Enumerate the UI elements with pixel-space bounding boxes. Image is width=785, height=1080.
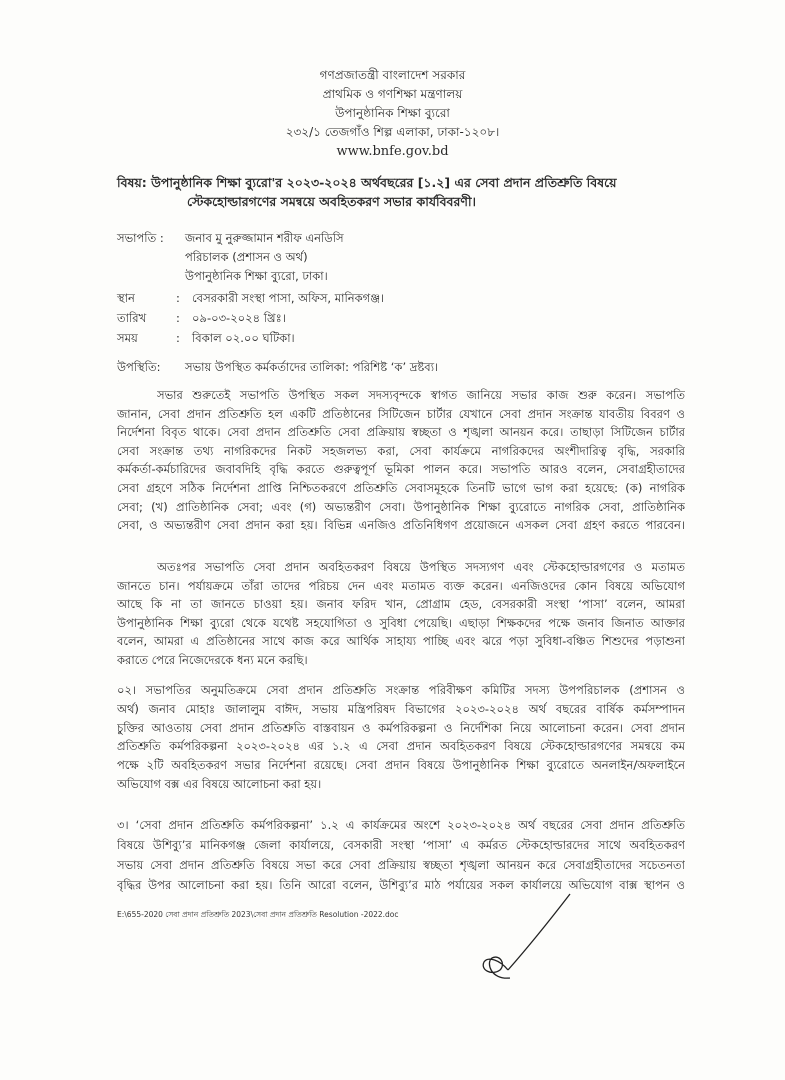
subject-line-2: স্টেকহোল্ডারগণের সমন্বয়ে অবহিতকরণ সভার কার্যবিবরণী।	[187, 194, 476, 209]
place-colon: :	[176, 291, 180, 305]
paragraph-1-line: সেবা, ও অভ্যন্তরীণ সেবা প্রদান করা হয়। বিভিন্ন এনজিও প্রতিনিধিগণ প্রয়োজনে এসকল সেবা গ্রহণ করতে পারবেন।	[117, 518, 685, 533]
time-label: সময়	[117, 331, 138, 345]
chair-name: জনাব মু নুরুজ্জামান শরীফ এনডিসি	[185, 231, 344, 245]
paragraph-3-line: প্রতিশ্রুতি কর্মপরিকল্পনা ২০২৩-২০২৪ এর ১.২ এ সেবা প্রদান অবহিতকরণ বিষয়ে স্টেকহোল্ডারগণের সমন্বয়ে কম	[117, 739, 685, 754]
paragraph-4-line: বিষয়ে উশিব্যু’র মানিকগঞ্জ জেলা কার্যালয়ে, বেসকারী সংস্থা ‘পাসা’ এ কর্মরত স্টেকহোল্ডারদের সাথে অবহিতকরণ	[117, 838, 685, 852]
ministry-name: প্রাথমিক ও গণশিক্ষা মন্ত্রণালয়	[322, 87, 463, 101]
paragraph-3-line: পক্ষে ২টি অবহিতকরণ সভার নির্দেশনা রয়েছে। সেবা প্রদান বিষয়ে উপানুষ্ঠানিক শিক্ষা ব্যুরোতে অনলাইন/অফলাইনে	[117, 758, 685, 773]
chair-block	[185, 229, 344, 286]
paragraph-4-line: বৃদ্ধির উপর আলোচনা করা হয়। তিনি আরো বলেন, উশিব্যু’র মাঠ পর্যায়ের সকল কার্যালয়ে অভিযোগ বাক্স স্থাপন ও	[117, 878, 685, 892]
paragraph-2-line: উপানুষ্ঠানিক শিক্ষা ব্যুরো থেকে যথেষ্ট সহযোগিতা ও সুবিধা পেয়েছি। এছাড়া শিক্ষকদের পক্ষে জনাব জিনাত আক্তার	[117, 615, 685, 630]
chair-label: সভাপতি :	[117, 231, 164, 245]
date-value: ০৯-০৩-২০২৪ খ্রিঃ।	[192, 311, 286, 325]
paragraph-1-line: জানান, সেবা প্রদান প্রতিশ্রুতি হল একটি প্রতিষ্ঠানের সিটিজেন চার্টার যেখানে সেবা প্রদান সংক্রান্ত যাবতীয় বিবরণ ও	[117, 406, 685, 421]
paragraph-2-line: বলেন, আমরা এ প্রতিষ্ঠানের সাথে কাজ করে আর্থিক সাহায্য পাচ্ছি এবং ঝরে পড়া সুবিধা-বঞ্চিত শিশুদের পড়াশুনা	[117, 634, 685, 649]
paragraph-3-line: অর্থ) জনাব মোহাঃ জালালুম বাঈদ, সভায় মন্ত্রিপরিষদ বিভাগের ২০২৩-২০২৪ অর্থ বছরের বার্ষিক কর্মসম্পাদন	[117, 701, 685, 716]
paragraph-4-line: ৩। ‘সেবা প্রদান প্রতিশ্রুতি কর্মপরিকল্পনা’ ১.২ এ কার্যক্রমের অংশে ২০২৩-২০২৪ অর্থ বছরের সেবা প্রদান প্রতিশ্রুতি	[117, 818, 685, 832]
paragraph-1-line: সভার শুরুতেই সভাপতি উপস্থিত সকল সদস্যবৃন্দকে স্বাগত জানিয়ে সভার কাজ শুরু করেন। সভাপতি	[157, 388, 685, 402]
address: ২৩২/১ তেজগাঁও শিল্প এলাকা, ঢাকা-১২০৮।	[285, 125, 500, 139]
place-label: স্থান	[117, 291, 135, 305]
bureau-name: উপানুষ্ঠানিক শিক্ষা ব্যুরো	[335, 106, 450, 120]
attendance-value: সভায় উপস্থিত কর্মকর্তাদের তালিকা: পরিশিষ্ট ‘ক’ দ্রষ্টব্য।	[185, 360, 439, 374]
paragraph-2-line: করাতে পেরে নিজেদেরকে ধন্য মনে করছি।	[117, 653, 308, 667]
paragraph-1-line: সেবা; (খ) প্রাতিষ্ঠানিক সেবা; এবং (গ) অভ্যন্তরীণ সেবা। উপানুষ্ঠানিক শিক্ষা ব্যুরোতে নাগরিক সেবা, প্রাতিষ্ঠানিক	[117, 499, 685, 514]
paragraph-2-line: আছে কি না তা জানতে চাওয়া হয়। জনাব ফরিদ খান, প্রোগ্রাম হেড, বেসরকারী সংস্থা ‘পাসা’ বলেন, আমরা	[117, 597, 685, 612]
subject-line-1: বিষয়: উপানুষ্ঠানিক শিক্ষা ব্যুরো'র ২০২৩-২০২৪ অর্থবছরের [১.২] এর সেবা প্রদান প্রতিশ্রুতি বিষয়ে	[117, 175, 617, 190]
paragraph-1-line: নির্দেশনা বিবৃত থাকে। সেবা প্রদান প্রতিশ্রুতি সেবা প্রক্রিয়ায় স্বচ্ছতা ও শৃঙ্খলা আনয়ন করে। তাছাড়া সিটিজেন চার্টার	[117, 425, 685, 440]
date-label: তারিখ	[117, 311, 147, 325]
letterhead	[0, 66, 785, 161]
chair-office: উপানুষ্ঠানিক শিক্ষা ব্যুরো, ঢাকা।	[185, 269, 328, 283]
paragraph-4-line: সভায় সেবা প্রদান প্রতিশ্রুতি বিষয়ে সভা করে সেবা প্রক্রিয়ায় স্বচ্ছতা শৃঙ্খলা আনয়ন করে সেবাগ্রহীতাদের সচেতনতা	[117, 858, 685, 872]
paragraph-3-line: ০২। সভাপতির অনুমতিক্রমে সেবা প্রদান প্রতিশ্রুতি সংক্রান্ত পরিবীক্ষণ কমিটির সদস্য উপপরিচালক (প্রশাসন ও	[117, 683, 685, 697]
time-value: বিকাল ০২.০০ ঘটিকা।	[192, 331, 295, 345]
website: www.bnfe.gov.bd	[336, 144, 449, 159]
paragraph-1-line: সেবা সংক্রান্ত তথ্য নাগরিকদের নিকট সহজলভ্য করা, সেবা কার্যক্রমে নাগরিকদের অংশীদারিত্ব বৃদ্ধি, সরকারি	[117, 443, 685, 458]
subject	[117, 173, 687, 211]
paragraph-2-line: অতঃপর সভাপতি সেবা প্রদান অবহিতকরণ বিষয়ে উপস্থিত সদস্যগণ এবং স্টেকহোল্ডারগণের ও মতামত	[157, 560, 685, 574]
government-name: গণপ্রজাতন্ত্রী বাংলাদেশ সরকার	[319, 68, 466, 82]
paragraph-1-line: কর্মকর্তা-কর্মচারিদের জবাবদিহি বৃদ্ধি করতে গুরুত্বপূর্ণ ভূমিকা পালন করে। সভাপতি আরও বলেন, সেবাগ্রহীতাদের	[117, 462, 685, 477]
date-colon: :	[176, 311, 180, 325]
place-value: বেসরকারী সংস্থা পাসা, অফিস, মানিকগঞ্জ।	[192, 291, 385, 305]
signature	[470, 890, 580, 985]
paragraph-3-line: অভিযোগ বক্স এর বিষয়ে আলোচনা করা হয়।	[117, 777, 322, 791]
paragraph-3-line: চুক্তির আওতায় সেবা প্রদান প্রতিশ্রুতি বাস্তবায়ন ও কর্মপরিকল্পনা ও নির্দেশিকা নিয়ে আলোচনা করেন। সেবা প্রদান	[117, 720, 685, 735]
paragraph-2-line: জানতে চান। পর্যায়ক্রমে তাঁরা তাদের পরিচয় দেন এবং মতামত ব্যক্ত করেন। এনজিওদের কোন বিষয়ে অভিযোগ	[117, 578, 685, 593]
paragraph-1-line: সেবা গ্রহণে সঠিক নির্দেশনা প্রাপ্তি নিশ্চিতকরণে প্রতিশ্রুতি সেবাসমূহকে তিনটি ভাগে ভাগ করা হয়েছে: (ক) নাগরিক	[117, 481, 685, 495]
chair-designation: পরিচালক (প্রশাসন ও অর্থ)	[185, 250, 308, 264]
time-colon: :	[176, 331, 180, 345]
file-path-footer: E:\655-2020 সেবা প্রদান প্রতিশ্রুতি 2023\সেবা প্রদান প্রতিশ্রুতি Resolution -2022.doc	[117, 910, 399, 919]
attendance-label: উপস্থিতি:	[117, 360, 161, 374]
